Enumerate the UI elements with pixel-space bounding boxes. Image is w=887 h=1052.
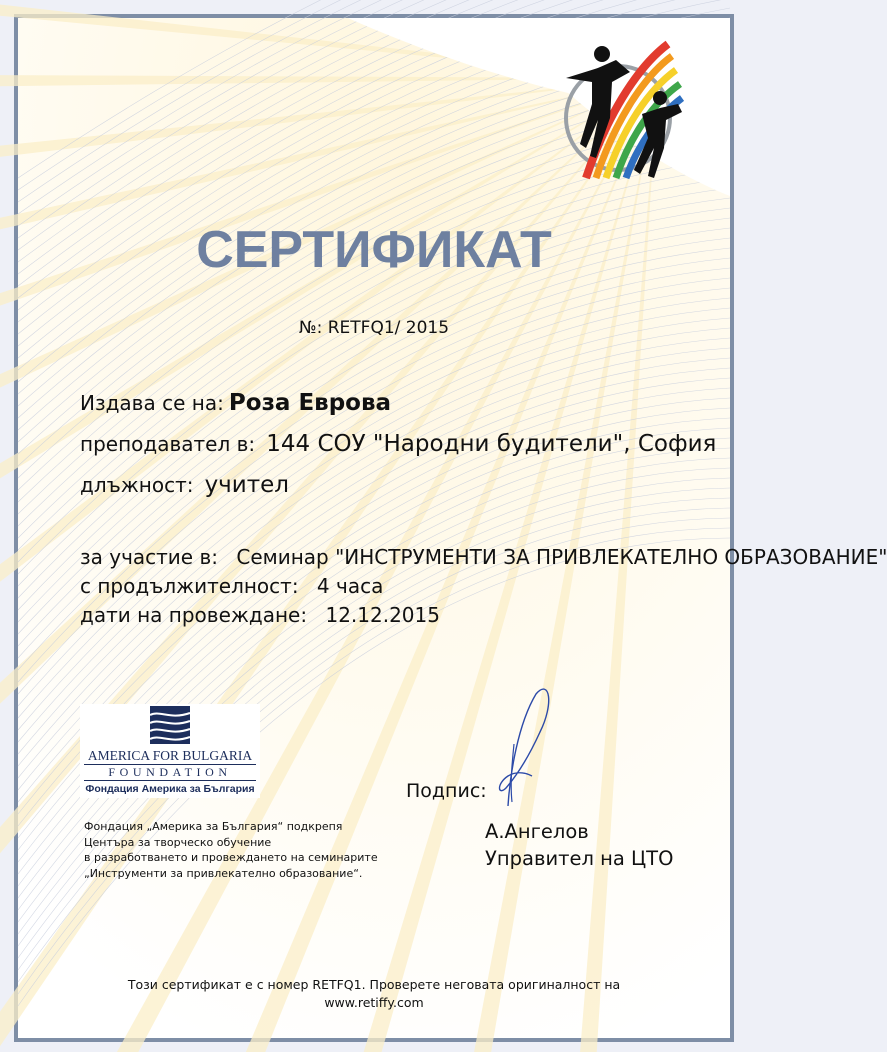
teacher-at-row xyxy=(80,431,716,457)
verification-footer xyxy=(18,976,730,1012)
issued-to-row xyxy=(80,390,391,416)
sponsor-note-line: „Инструменти за привлекателно образование“. xyxy=(84,866,363,880)
footer-url: www.retiffy.com xyxy=(324,995,424,1010)
afb-logo-line2: FOUNDATION xyxy=(108,765,232,779)
sponsor-note-line: в разработването и провеждането на семинарите xyxy=(84,851,378,864)
dates-row xyxy=(80,603,440,627)
handwritten-signature-icon xyxy=(488,684,558,810)
issued-to-label: Издава се на: xyxy=(80,391,224,415)
signer-role: Управител на ЦТО xyxy=(485,847,674,870)
participation-label: за участие в: xyxy=(80,545,218,569)
position-row xyxy=(80,472,289,498)
afb-rule-bottom xyxy=(84,780,256,781)
certificate-sheet xyxy=(14,14,887,1042)
america-for-bulgaria-logo xyxy=(80,704,260,798)
sponsor-note xyxy=(84,819,378,881)
dates-value: 12.12.2015 xyxy=(325,603,440,627)
signer-block xyxy=(485,818,673,872)
sponsor-note-line: Фондация „Америка за България“ подкрепя xyxy=(84,820,343,833)
school-name: 144 СОУ "Народни будители", София xyxy=(266,431,717,457)
afb-logo-line3: Фондация Америка за България xyxy=(85,783,255,795)
sponsor-note-line: Центъра за творческо обучение xyxy=(84,835,272,849)
certificate-number: №: RETFQ1/ 2015 xyxy=(298,318,450,338)
rainbow-figures-logo-icon xyxy=(556,38,696,188)
dates-label: дати на провеждане: xyxy=(80,603,308,627)
recipient-name: Роза Еврова xyxy=(228,390,392,416)
signer-name: А.Ангелов xyxy=(485,820,589,843)
duration-label: с продължителност: xyxy=(80,574,299,598)
participation-row xyxy=(80,545,887,569)
position-value: учител xyxy=(204,472,289,498)
position-label: длъжност: xyxy=(80,473,194,497)
afb-logo-line1: AMERICA FOR BULGARIA xyxy=(87,748,253,763)
signature-label: Подпис: xyxy=(406,780,487,802)
seminar-name: Семинар "ИНСТРУМЕНТИ ЗА ПРИВЛЕКАТЕЛНО ОБРАЗОВАНИЕ" xyxy=(236,545,887,569)
duration-value: 4 часа xyxy=(316,574,384,598)
wave-square-logo-icon xyxy=(150,706,190,744)
duration-row xyxy=(80,574,383,598)
certificate-title: СЕРТИФИКАТ xyxy=(196,221,552,279)
footer-line1: Този сертификат е с номер RETFQ1. Проверете неговата оригиналност на xyxy=(127,977,621,992)
teacher-at-label: преподавател в: xyxy=(80,432,256,456)
